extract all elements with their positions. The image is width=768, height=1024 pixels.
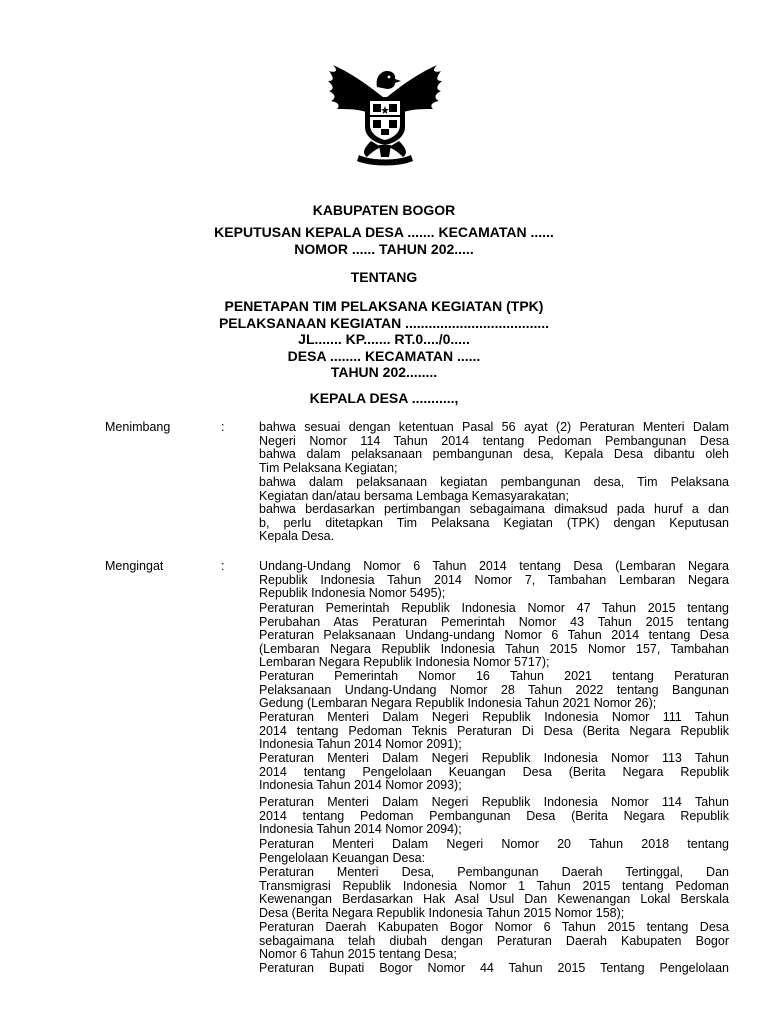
mengingat-item-line: Kewenangan Berdasarkan Hak Asal Usul Dan Kewenangan Lokal Berskala	[259, 892, 729, 907]
mengingat-item-line: Indonesia Tahun 2014 Nomor 2094);	[259, 822, 462, 837]
menimbang-item-line: bahwa dalam pelaksanaan kegiatan pembangunan desa, Tim Pelaksana	[259, 475, 729, 489]
mengingat-item-text	[259, 670, 729, 711]
mengingat-item-line: Indonesia Tahun 2014 Nomor 2091);	[259, 737, 462, 752]
mengingat-item-text	[259, 838, 729, 865]
menimbang-item-line: bahwa dalam pelaksanaan pembangunan desa, Kepala Desa dibantu oleh	[259, 447, 729, 462]
mengingat-item-line: Indonesia Tahun 2014 Nomor 2093);	[259, 778, 462, 793]
mengingat-item-line: Gedung (Lembaran Negara Republik Indonesia Tahun 2021 Nomor 26);	[259, 696, 657, 711]
mengingat-item-line: 2014 tentang Pedoman Pembangunan Desa (Berita Negara Republik	[259, 808, 729, 823]
mengingat-item-line: Peraturan Bupati Bogor Nomor 44 Tahun 2015 Tentang Pengelolaan	[259, 961, 729, 975]
mengingat-colon: :	[221, 559, 225, 573]
menimbang-item-text	[259, 503, 729, 544]
mengingat-item-line: Peraturan Menteri Desa, Pembangunan Daerah Tertinggal, Dan	[259, 865, 729, 879]
menimbang-item-text	[259, 476, 729, 503]
mengingat-item-line: 2014 tentang Pengelolaan Keuangan Desa (Berita Negara Republik	[259, 764, 729, 779]
mengingat-item-text	[259, 796, 729, 837]
mengingat-item-text	[259, 866, 729, 920]
mengingat-item-line: Undang-Undang Nomor 6 Tahun 2014 tentang Desa (Lembaran Negara	[259, 559, 729, 573]
menimbang-item-line: Negeri Nomor 114 Tahun 2014 tentang Pedoman Pembangunan Desa	[259, 433, 729, 448]
menimbang-item-text	[259, 421, 729, 475]
mengingat-item-line: Republik Indonesia Tahun 2014 Nomor 7, Tambahan Lembaran Negara	[259, 572, 729, 587]
mengingat-item-text	[259, 962, 729, 976]
mengingat-item-line: Peraturan Daerah Kabupaten Bogor Nomor 6 Tahun 2015 tentang Desa	[259, 920, 729, 934]
header-keputusan: KEPUTUSAN KEPALA DESA ....... KECAMATAN ...... NOMOR ...... TAHUN 202.....	[214, 224, 554, 257]
header-tentang: TENTANG	[350, 269, 418, 285]
mengingat-item-line: Republik Indonesia Nomor 5495);	[259, 586, 446, 601]
mengingat-item-text	[259, 560, 729, 601]
mengingat-item-text	[259, 752, 729, 793]
menimbang-item-line: bahwa sesuai dengan ketentuan Pasal 56 ayat (2) Peraturan Menteri Dalam	[259, 420, 729, 434]
mengingat-item-line: (Lembaran Negara Republik Indonesia Tahun 2015 Nomor 157, Tambahan	[259, 641, 729, 656]
header-judul: PENETAPAN TIM PELAKSANA KEGIATAN (TPK) PELAKSANAAN KEGIATAN ..................................... JL....... KP....... RT.0..../0..... DESA ........ KECAMATAN ...... TAHUN 202........	[218, 298, 550, 380]
mengingat-item-line: Pelaksanaan Undang-Undang Nomor 28 Tahun 2022 tentang Bangunan	[259, 682, 729, 697]
mengingat-item-line: Perubahan Atas Peraturan Pemerintah Nomor 43 Tahun 2015 tentang	[259, 614, 729, 629]
garuda-emblem-icon	[325, 57, 445, 167]
mengingat-item-line: Peraturan Pemerintah Nomor 16 Tahun 2021 tentang Peraturan	[259, 669, 729, 683]
menimbang-item-line: bahwa berdasarkan pertimbangan sebagaimana dimaksud pada huruf a dan	[259, 502, 729, 516]
mengingat-item-text	[259, 921, 729, 962]
header-kabupaten: KABUPATEN BOGOR	[312, 202, 456, 218]
menimbang-label: Menimbang	[105, 420, 171, 434]
mengingat-item-line: 2014 tentang Pedoman Teknis Peraturan Di Desa (Berita Negara Republik	[259, 723, 729, 738]
menimbang-item-line: Kepala Desa.	[259, 529, 335, 544]
menimbang-item-line: Tim Pelaksana Kegiatan;	[259, 460, 398, 475]
menimbang-item-line: b, perlu ditetapkan Tim Pelaksana Kegiatan (TPK) dengan Keputusan	[259, 515, 729, 530]
mengingat-item-line: Pengelolaan Keuangan Desa:	[259, 850, 426, 865]
mengingat-item-line: Peraturan Menteri Dalam Negeri Republik Indonesia Nomor 113 Tahun	[259, 751, 729, 765]
mengingat-item-line: sebagaimana telah diubah dengan Peraturan Daerah Kabupaten Bogor	[259, 933, 729, 948]
mengingat-label: Mengingat	[105, 559, 164, 573]
mengingat-item-line: Peraturan Menteri Dalam Negeri Republik Indonesia Nomor 111 Tahun	[259, 710, 729, 724]
mengingat-item-text	[259, 711, 729, 752]
mengingat-item-line: Peraturan Pemerintah Republik Indonesia Nomor 47 Tahun 2015 tentang	[259, 601, 729, 615]
menimbang-colon: :	[221, 420, 225, 434]
mengingat-item-line: Desa (Berita Negara Republik Indonesia Tahun 2015 Nomor 158);	[259, 905, 625, 920]
mengingat-item-line: Transmigrasi Republik Indonesia Nomor 1 Tahun 2015 tentang Pedoman	[259, 878, 729, 893]
mengingat-item-line: Peraturan Pelaksanaan Undang-undang Nomor 6 Tahun 2014 tentang Desa	[259, 628, 729, 643]
mengingat-item-line: Nomor 6 Tahun 2015 tentang Desa;	[259, 947, 457, 962]
menimbang-item-line: Kegiatan dan/atau bersama Lembaga Kemasyarakatan;	[259, 488, 569, 503]
header-kepala-desa: KEPALA DESA ...........,	[309, 390, 459, 406]
mengingat-item-text	[259, 602, 729, 670]
mengingat-item-line: Lembaran Negara Republik Indonesia Nomor 5717);	[259, 655, 550, 670]
mengingat-item-line: Peraturan Menteri Dalam Negeri Republik Indonesia Nomor 114 Tahun	[259, 795, 729, 809]
mengingat-item-line: Peraturan Menteri Dalam Negeri Nomor 20 Tahun 2018 tentang	[259, 837, 729, 851]
